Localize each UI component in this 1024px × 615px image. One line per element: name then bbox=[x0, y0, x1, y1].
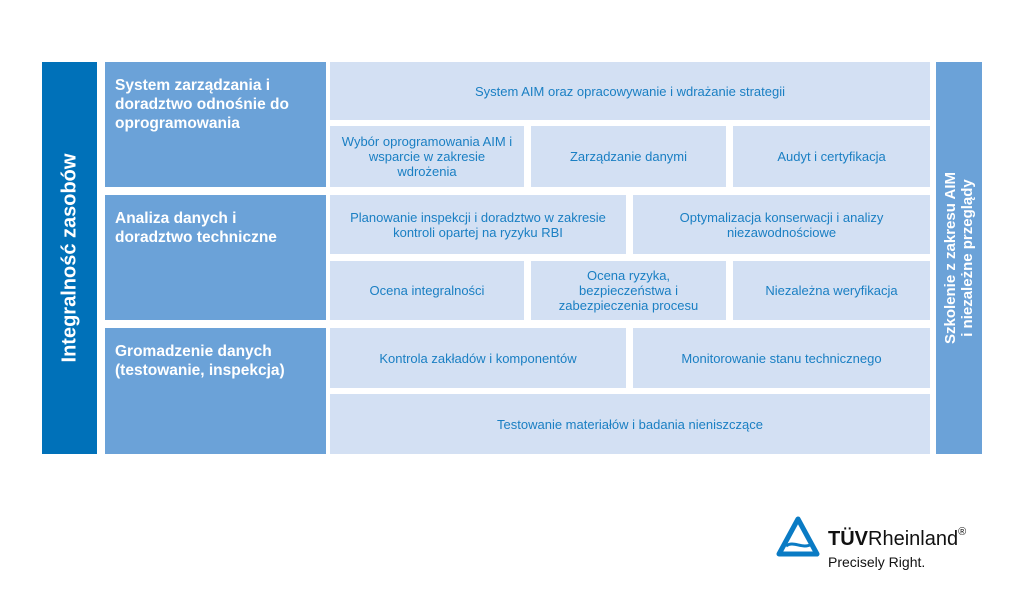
cell-materials-ndt: Testowanie materiałów i badania nieniszczące bbox=[330, 394, 930, 454]
cell-rbi-planning: Planowanie inspekcji i doradztwo w zakresie kontroli opartej na ryzyku RBI bbox=[330, 195, 626, 254]
row-header-data-collection: Gromadzenie danych (testowanie, inspekcja) bbox=[105, 328, 326, 454]
training-reviews-label bbox=[942, 172, 976, 344]
cell-aim-strategy: System AIM oraz opracowywanie i wdrażanie strategii bbox=[330, 62, 930, 120]
training-reviews-bar bbox=[936, 62, 982, 454]
logo-registered-mark: ® bbox=[958, 526, 967, 538]
training-reviews-line2: i niezależne przeglądy bbox=[959, 179, 976, 337]
tuv-triangle-icon bbox=[776, 516, 820, 558]
logo-brand-bold: TÜV bbox=[828, 528, 868, 550]
cell-independent-verification: Niezależna weryfikacja bbox=[733, 261, 930, 320]
logo-tagline: Precisely Right. bbox=[828, 554, 926, 570]
row-header-data-analysis: Analiza danych i doradztwo techniczne bbox=[105, 195, 326, 320]
asset-integrity-label: Integralność zasobów bbox=[58, 153, 80, 363]
cell-condition-monitoring: Monitorowanie stanu technicznego bbox=[633, 328, 930, 388]
logo-brand-regular: Rheinland bbox=[868, 528, 959, 550]
cell-data-management: Zarządzanie danymi bbox=[531, 126, 726, 187]
cell-maintenance-optimization: Optymalizacja konserwacji i analizy niezawodnościowe bbox=[633, 195, 930, 254]
cell-plant-inspection: Kontrola zakładów i komponentów bbox=[330, 328, 626, 388]
training-reviews-line1: Szkolenie z zakresu AIM bbox=[942, 171, 959, 345]
cell-software-selection: Wybór oprogramowania AIM i wsparcie w zakresie wdrożenia bbox=[330, 126, 524, 187]
row-header-software-management: System zarządzania i doradztwo odnośnie do oprogramowania bbox=[105, 62, 326, 187]
cell-process-safety-risk: Ocena ryzyka, bezpieczeństwa i zabezpieczenia procesu bbox=[531, 261, 726, 320]
tuv-rheinland-logo bbox=[776, 516, 1006, 576]
cell-audit-certification: Audyt i certyfikacja bbox=[733, 126, 930, 187]
logo-brand bbox=[828, 528, 966, 551]
cell-integrity-assessment: Ocena integralności bbox=[330, 261, 524, 320]
asset-integrity-bar bbox=[42, 62, 97, 454]
